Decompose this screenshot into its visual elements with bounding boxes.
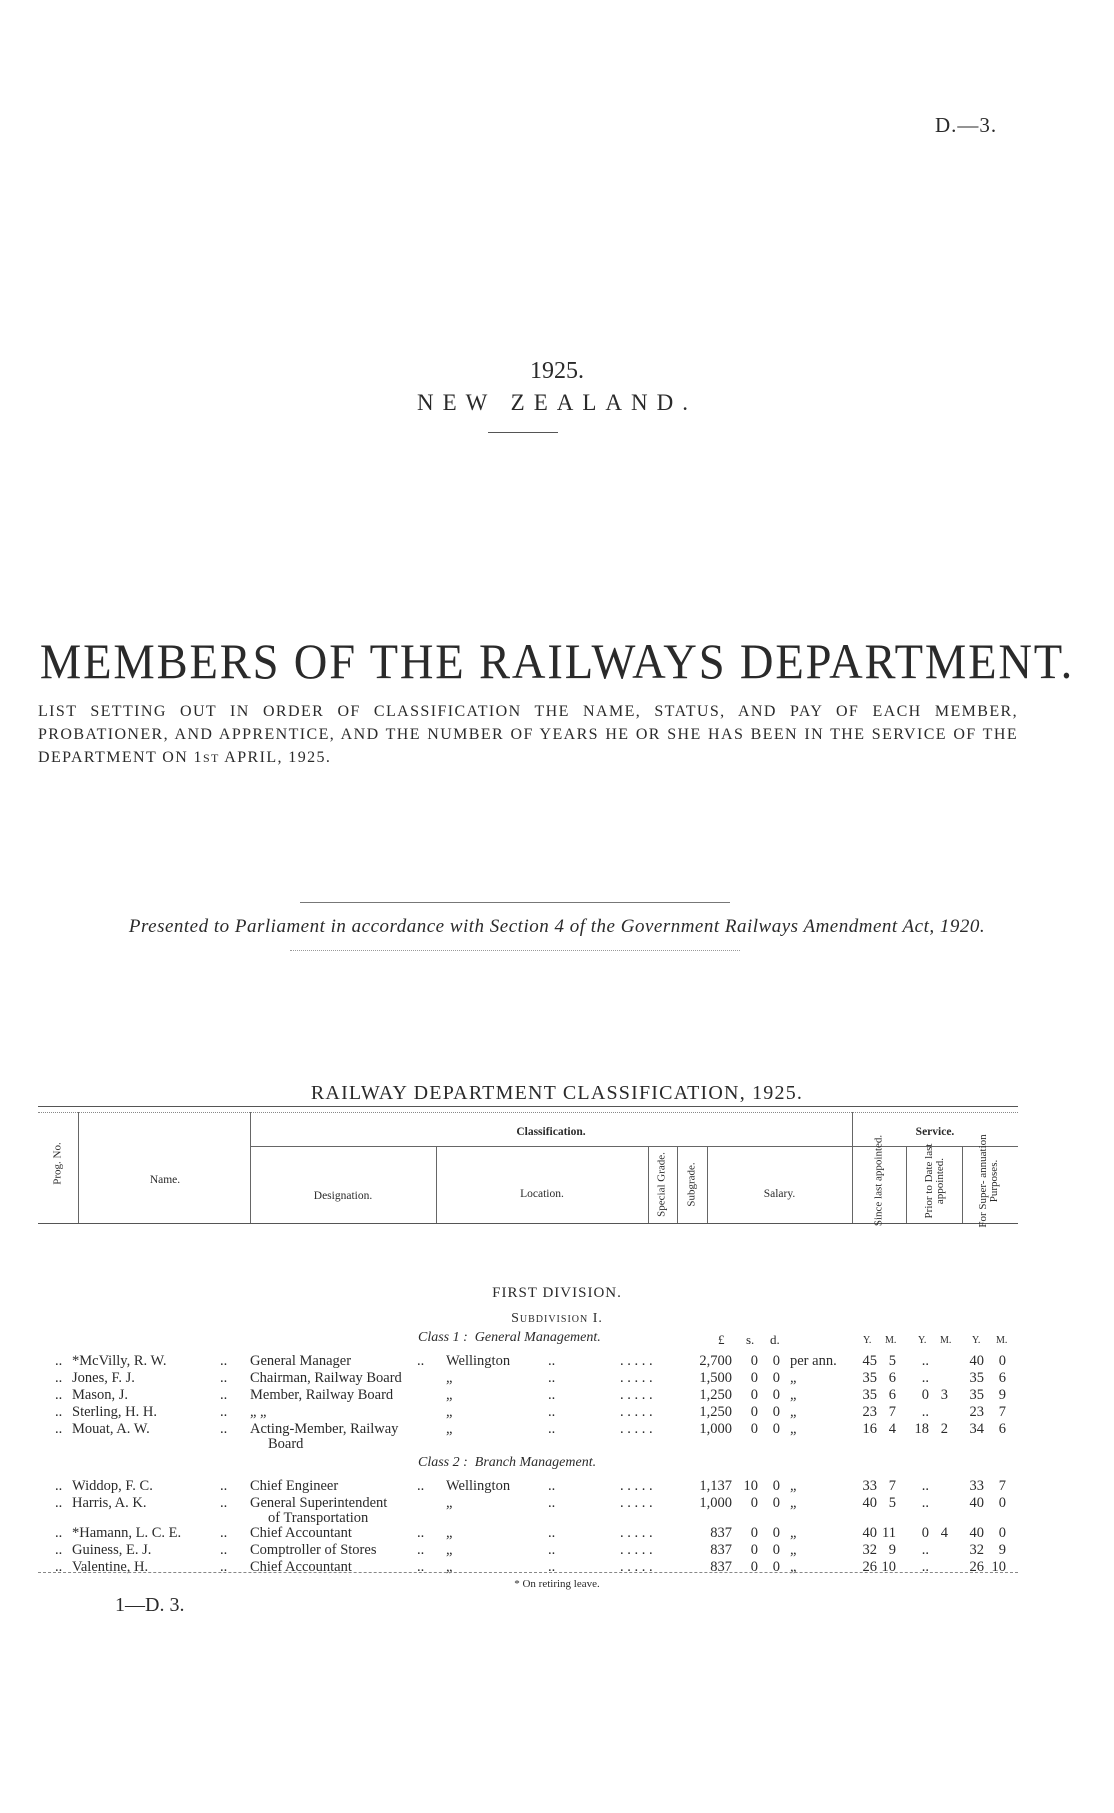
cell-sdots: . . . . .: [620, 1525, 653, 1541]
cell-per: „: [790, 1387, 797, 1403]
cell-y2: ..: [921, 1370, 929, 1386]
unit-years: Y.: [918, 1335, 927, 1346]
cell-m1: 7: [888, 1478, 896, 1494]
cell-m3: 0: [998, 1353, 1006, 1369]
col-divider: [677, 1146, 678, 1223]
year: 1925.: [530, 358, 584, 384]
table-row: [0, 1370, 1114, 1387]
cell-m3: 7: [998, 1478, 1006, 1494]
cell-d: 0: [772, 1559, 780, 1575]
cell-lead: ..: [55, 1421, 63, 1437]
cell-sdots: . . . . .: [620, 1387, 653, 1403]
table-bottom-rule: [38, 1572, 1018, 1573]
cell-m1: 5: [888, 1353, 896, 1369]
cell-d: 0: [772, 1478, 780, 1494]
table-row: [0, 1525, 1114, 1542]
cell-s: 0: [750, 1404, 758, 1420]
cell-ldots: ..: [548, 1404, 556, 1420]
cell-d: 0: [772, 1353, 780, 1369]
cell-pounds: 837: [710, 1525, 732, 1541]
cell-lead: ..: [55, 1353, 63, 1369]
cell-designation-cont: of Transportation: [268, 1510, 369, 1526]
page-title: MEMBERS OF THE RAILWAYS DEPARTMENT.: [39, 633, 1075, 689]
cell-ldots: ..: [548, 1370, 556, 1386]
cell-name: Sterling, H. H.: [72, 1404, 157, 1420]
cell-designation: Chief Engineer: [250, 1478, 339, 1494]
cell-y1: 35: [862, 1387, 877, 1403]
cell-d: 0: [772, 1421, 780, 1437]
unit-months: M.: [885, 1335, 897, 1346]
cell-m3: 6: [998, 1421, 1006, 1437]
cell-pounds: 2,700: [699, 1353, 732, 1369]
cell-sdots: . . . . .: [620, 1353, 653, 1369]
cell-pounds: 1,500: [699, 1370, 732, 1386]
cell-location: „: [446, 1525, 453, 1541]
cell-m3: 7: [998, 1404, 1006, 1420]
cell-d: 0: [772, 1542, 780, 1558]
cell-name: Harris, A. K.: [72, 1495, 147, 1511]
cell-name: Mouat, A. W.: [72, 1421, 150, 1437]
cell-per: „: [790, 1542, 797, 1558]
cell-lead: ..: [55, 1387, 63, 1403]
cell-y1: 45: [862, 1353, 877, 1369]
cell-ldots: ..: [548, 1478, 556, 1494]
cell-m1: 9: [888, 1542, 896, 1558]
cell-dots: ..: [220, 1353, 228, 1369]
cell-s: 0: [750, 1370, 758, 1386]
cell-m1: 7: [888, 1404, 896, 1420]
cell-y1: 35: [862, 1370, 877, 1386]
table-row: [0, 1542, 1114, 1559]
cell-ldots: ..: [548, 1559, 556, 1575]
cell-m3: 0: [998, 1495, 1006, 1511]
cell-pounds: 1,250: [699, 1404, 732, 1420]
cell-ldots: ..: [548, 1525, 556, 1541]
cell-location: „: [446, 1387, 453, 1403]
col-divider: [648, 1146, 649, 1223]
cell-d: 0: [772, 1525, 780, 1541]
col-divider: [436, 1146, 437, 1223]
unit-pence: d.: [770, 1332, 780, 1347]
cell-lead: ..: [55, 1525, 63, 1541]
cell-designation: Chairman, Railway Board: [250, 1370, 402, 1386]
class1-heading: Class 1 : General Management.: [418, 1330, 601, 1345]
header-rule-top: [38, 1106, 1018, 1107]
cell-pounds: 1,000: [699, 1421, 732, 1437]
unit-years: Y.: [863, 1335, 872, 1346]
divider: [300, 902, 730, 903]
cell-s: 0: [750, 1495, 758, 1511]
cell-lead: ..: [55, 1559, 63, 1575]
cell-s: 0: [750, 1525, 758, 1541]
cell-per: per ann.: [790, 1353, 837, 1369]
cell-designation: Member, Railway Board: [250, 1387, 394, 1403]
cell-location: Wellington: [446, 1478, 511, 1494]
cell-m3: 9: [998, 1387, 1006, 1403]
cell-y2: 18: [914, 1421, 929, 1437]
cell-location: „: [446, 1559, 453, 1575]
signature-ref: 1—D. 3.: [115, 1594, 185, 1616]
cell-ldots: ..: [548, 1495, 556, 1511]
cell-y1: 32: [862, 1542, 877, 1558]
cell-y3: 40: [969, 1525, 984, 1541]
cell-sdots: . . . . .: [620, 1495, 653, 1511]
cell-s: 0: [750, 1353, 758, 1369]
cell-pounds: 1,000: [699, 1495, 732, 1511]
cell-y1: 23: [862, 1404, 877, 1420]
cell-y3: 40: [969, 1353, 984, 1369]
header-superannuation: For Super- annuation Purposes.: [977, 1134, 1000, 1228]
cell-ldots: ..: [548, 1387, 556, 1403]
cell-y3: 23: [969, 1404, 984, 1420]
cell-ldots: ..: [548, 1421, 556, 1437]
cell-dots2: ..: [417, 1525, 425, 1541]
footnote: * On retiring leave.: [514, 1578, 600, 1590]
cell-dots2: ..: [417, 1353, 425, 1369]
cell-dots: ..: [220, 1542, 228, 1558]
unit-months: M.: [940, 1335, 952, 1346]
cell-lead: ..: [55, 1404, 63, 1420]
header-special-grade: Special Grade.: [655, 1152, 668, 1217]
cell-per: „: [790, 1404, 797, 1420]
cell-per: „: [790, 1421, 797, 1437]
cell-y2: ..: [921, 1353, 929, 1369]
cell-lead: ..: [55, 1542, 63, 1558]
cell-y3: 33: [969, 1478, 984, 1494]
cell-y2: ..: [921, 1542, 929, 1558]
cell-y2: ..: [921, 1495, 929, 1511]
table-row: [0, 1478, 1114, 1495]
cell-m3: 10: [991, 1559, 1006, 1575]
col-divider: [962, 1146, 963, 1223]
cell-pounds: 837: [710, 1542, 732, 1558]
cell-pounds: 1,250: [699, 1387, 732, 1403]
cell-m3: 0: [998, 1525, 1006, 1541]
cell-y3: 35: [969, 1370, 984, 1386]
unit-years: Y.: [972, 1335, 981, 1346]
cell-ldots: ..: [548, 1353, 556, 1369]
cell-y2: 0: [921, 1387, 929, 1403]
cell-pounds: 837: [710, 1559, 732, 1575]
header-subgrade: Subgrade.: [685, 1162, 698, 1207]
cell-y2: ..: [921, 1404, 929, 1420]
cell-per: „: [790, 1478, 797, 1494]
table-row: [0, 1353, 1114, 1370]
cell-location: „: [446, 1370, 453, 1386]
cell-m2: 4: [940, 1525, 948, 1541]
cell-name: Mason, J.: [72, 1387, 128, 1403]
unit-shillings: s.: [746, 1332, 755, 1347]
cell-sdots: . . . . .: [620, 1478, 653, 1494]
cell-name: Jones, F. J.: [72, 1370, 135, 1386]
cell-d: 0: [772, 1370, 780, 1386]
header-service: Service.: [915, 1126, 955, 1138]
header-classification: Classification.: [516, 1126, 586, 1138]
header-prog-no: Prog. No.: [51, 1142, 64, 1185]
cell-sdots: . . . . .: [620, 1370, 653, 1386]
table-row: [0, 1387, 1114, 1404]
cell-sdots: . . . . .: [620, 1542, 653, 1558]
cell-location: „: [446, 1421, 453, 1437]
cell-per: „: [790, 1559, 797, 1575]
cell-y3: 35: [969, 1387, 984, 1403]
cell-m3: 6: [998, 1370, 1006, 1386]
table-row: [0, 1404, 1114, 1421]
col-divider: [78, 1112, 79, 1223]
cell-sdots: . . . . .: [620, 1559, 653, 1575]
cell-dots: ..: [220, 1525, 228, 1541]
cell-dots: ..: [220, 1495, 228, 1511]
header-rule-mid: [250, 1146, 852, 1147]
cell-dots: ..: [220, 1421, 228, 1437]
cell-dots: ..: [220, 1478, 228, 1494]
cell-location: „: [446, 1495, 453, 1511]
cell-sdots: . . . . .: [620, 1421, 653, 1437]
cell-y1: 40: [862, 1525, 877, 1541]
cell-designation: General Superintendent: [250, 1495, 388, 1511]
cell-y1: 26: [862, 1559, 877, 1575]
cell-designation: „ „: [250, 1404, 267, 1420]
header-prior-to: Prior to Date last appointed.: [923, 1143, 946, 1219]
cell-designation: Acting-Member, Railway: [250, 1421, 399, 1437]
table-title: RAILWAY DEPARTMENT CLASSIFICATION, 1925.: [310, 1082, 804, 1104]
divider: [290, 950, 740, 951]
cell-designation: Chief Accountant: [250, 1559, 352, 1575]
cell-y1: 40: [862, 1495, 877, 1511]
header-designation: Designation.: [313, 1190, 373, 1202]
cell-location: „: [446, 1404, 453, 1420]
table-row: [0, 1559, 1114, 1576]
cell-name: Valentine, H.: [72, 1559, 149, 1575]
cell-ldots: ..: [548, 1542, 556, 1558]
header-rule-top-2: [38, 1112, 1018, 1113]
cell-dots2: ..: [417, 1542, 425, 1558]
cell-dots: ..: [220, 1387, 228, 1403]
cell-per: „: [790, 1525, 797, 1541]
cell-location: Wellington: [446, 1353, 511, 1369]
cell-y3: 40: [969, 1495, 984, 1511]
cell-m1: 4: [888, 1421, 896, 1437]
subdivision-heading: Subdivision I.: [511, 1311, 603, 1326]
cell-m2: 3: [940, 1387, 948, 1403]
cell-m1: 6: [888, 1370, 896, 1386]
cell-s: 0: [750, 1559, 758, 1575]
cell-d: 0: [772, 1387, 780, 1403]
cell-s: 0: [750, 1387, 758, 1403]
document-reference: D.—3.: [935, 113, 998, 137]
cell-m1: 5: [888, 1495, 896, 1511]
cell-y2: 0: [921, 1525, 929, 1541]
cell-designation: Comptroller of Stores: [250, 1542, 377, 1558]
cell-designation: Chief Accountant: [250, 1525, 352, 1541]
col-divider: [906, 1146, 907, 1223]
class2-heading: Class 2 : Branch Management.: [418, 1455, 597, 1470]
unit-months: M.: [996, 1335, 1008, 1346]
cell-y3: 34: [969, 1421, 984, 1437]
cell-pounds: 1,137: [699, 1478, 732, 1494]
header-name: Name.: [149, 1174, 181, 1186]
cell-m2: 2: [940, 1421, 948, 1437]
country: NEW ZEALAND.: [416, 390, 698, 415]
header-location: Location.: [520, 1188, 564, 1200]
header-since-last: Since last appointed.: [872, 1134, 885, 1227]
unit-pound: £: [718, 1332, 725, 1347]
cell-m1: 11: [882, 1525, 896, 1541]
cell-per: „: [790, 1370, 797, 1386]
cell-y2: ..: [921, 1559, 929, 1575]
header-salary: Salary.: [763, 1188, 796, 1200]
division-heading: FIRST DIVISION.: [492, 1285, 622, 1301]
cell-d: 0: [772, 1495, 780, 1511]
cell-dots: ..: [220, 1370, 228, 1386]
col-divider: [707, 1146, 708, 1223]
cell-lead: ..: [55, 1495, 63, 1511]
cell-per: „: [790, 1495, 797, 1511]
cell-designation: General Manager: [250, 1353, 352, 1369]
subtitle: LIST SETTING OUT IN ORDER OF CLASSIFICATION THE NAME, STATUS, AND PAY OF EACH MEMBER, PROBATIONER, AND APPRENTICE, AND THE NUMBER OF YEARS HE OR SHE HAS BEEN IN THE SERVICE OF THE DEPARTMENT ON 1ST APRIL, 1925.: [38, 703, 1018, 766]
cell-designation-cont: Board: [268, 1436, 304, 1452]
cell-name: *Hamann, L. C. E.: [72, 1525, 182, 1541]
cell-y1: 33: [862, 1478, 877, 1494]
cell-lead: ..: [55, 1370, 63, 1386]
cell-location: „: [446, 1542, 453, 1558]
cell-sdots: . . . . .: [620, 1404, 653, 1420]
table-row: [0, 1495, 1114, 1526]
cell-m1: 6: [888, 1387, 896, 1403]
divider: [488, 432, 558, 433]
cell-lead: ..: [55, 1478, 63, 1494]
cell-name: Widdop, F. C.: [72, 1478, 153, 1494]
cell-s: 0: [750, 1421, 758, 1437]
cell-name: Guiness, E. J.: [72, 1542, 152, 1558]
cell-m3: 9: [998, 1542, 1006, 1558]
cell-dots: ..: [220, 1559, 228, 1575]
cell-name: *McVilly, R. W.: [72, 1353, 167, 1369]
cell-dots2: ..: [417, 1559, 425, 1575]
header-rule-bottom: [38, 1223, 1018, 1224]
cell-y3: 26: [969, 1559, 984, 1575]
cell-y2: ..: [921, 1478, 929, 1494]
cell-dots2: ..: [417, 1478, 425, 1494]
presented-note: Presented to Parliament in accordance with Section 4 of the Government Railways Amendment Act, 1920.: [128, 916, 986, 937]
cell-dots: ..: [220, 1404, 228, 1420]
cell-y1: 16: [862, 1421, 877, 1437]
cell-m1: 10: [881, 1559, 896, 1575]
cell-s: 0: [750, 1542, 758, 1558]
cell-d: 0: [772, 1404, 780, 1420]
table-row: [0, 1421, 1114, 1452]
cell-s: 10: [743, 1478, 758, 1494]
cell-y3: 32: [969, 1542, 984, 1558]
